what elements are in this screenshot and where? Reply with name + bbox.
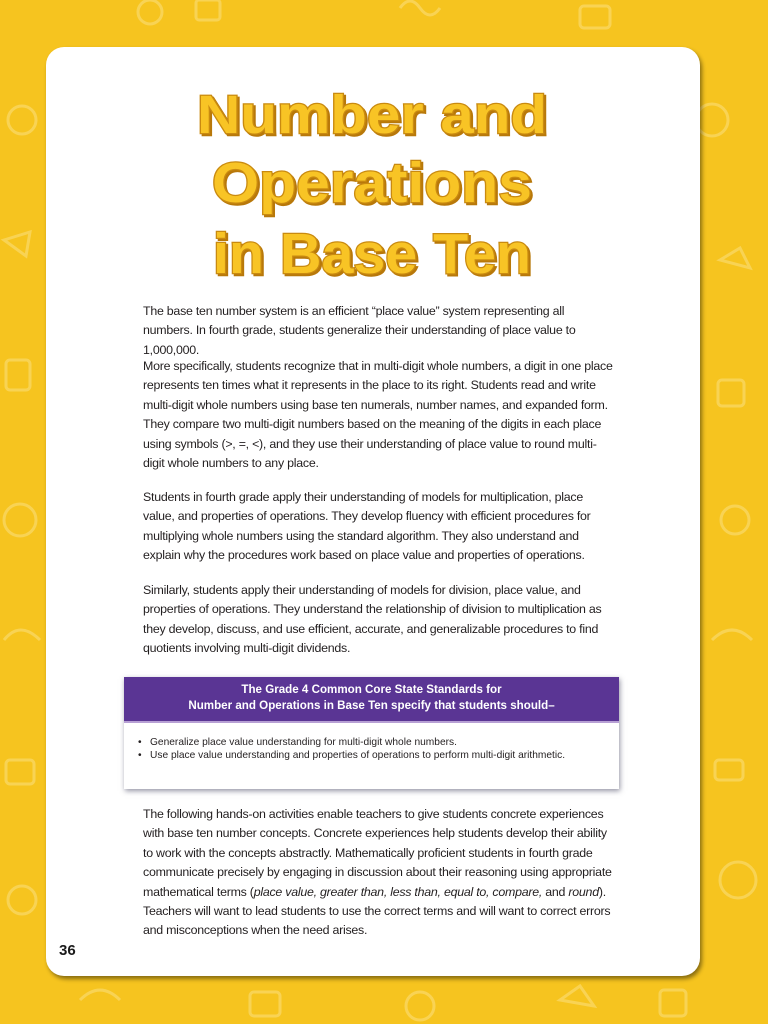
page-card xyxy=(46,47,700,976)
activities-paragraph xyxy=(143,805,613,941)
standards-list xyxy=(124,723,619,763)
activities-and: and xyxy=(542,884,569,899)
title-line-2: Operations xyxy=(212,151,532,215)
page-number: 36 xyxy=(59,942,76,959)
standards-box xyxy=(124,677,619,789)
standards-header-line-1: The Grade 4 Common Core State Standards for xyxy=(241,683,502,696)
standards-header xyxy=(124,677,619,723)
title-line-3: in Base Ten xyxy=(213,222,531,286)
intro-paragraph: The base ten number system is an efficient “place value” system representing all numbers. In fourth grade, students generalize their understanding of place value to 1,000,000. xyxy=(143,304,576,357)
title-line-1: Number and xyxy=(197,85,547,145)
page-title xyxy=(46,47,700,297)
place-value-paragraph: More specifically, students recognize that in multi-digit whole numbers, a digit in one place represents ten times what it represents in the place to its right. Students read and write multi-digit whole numbers using base ten numerals, number names, and expanded form. They compare two multi-digit numbers based on the meaning of the digits in each place using symbols (>, =, <), and they use their understanding of place value to round multi-digit whole numbers to any place. xyxy=(143,359,613,471)
activities-terms: place value, greater than, less than, equal to, compare, xyxy=(253,884,543,899)
standards-item: • Generalize place value understanding for multi-digit whole numbers. xyxy=(138,736,619,749)
activities-intro: The following hands-on activities enable teachers to give students concrete experiences with base ten number concepts. Concrete experiences help students develop their ability to work with the concepts abstractly. Mathematically proficient students in fourth grade communicate precisely by engaging in discussion about their reasoning using appropriate mathematical terms ( xyxy=(143,807,612,899)
activities-last-term: round xyxy=(568,884,599,899)
division-paragraph: Similarly, students apply their understanding of models for division, place value, and properties of operations. They understand the relationship of division to multiplication as they develop, discuss, and use efficient, accurate, and generalizable procedures to find quotients involving multi-digit dividends. xyxy=(143,583,602,656)
standards-item: • Use place value understanding and properties of operations to perform multi-digit arithmetic. xyxy=(138,749,619,762)
standards-header-line-2: Number and Operations in Base Ten specify that students should– xyxy=(188,699,555,712)
multiplication-paragraph: Students in fourth grade apply their understanding of models for multiplication, place value, and properties of operations. They develop fluency with efficient procedures for multiplying whole numbers using the standard algorithm. They also understand and explain why the procedures work based on place value and properties of operations. xyxy=(143,490,591,563)
activities-outro: ). Teachers will want to lead students to use the correct terms and will want to correct errors and misconceptions when the need arises. xyxy=(143,884,611,938)
